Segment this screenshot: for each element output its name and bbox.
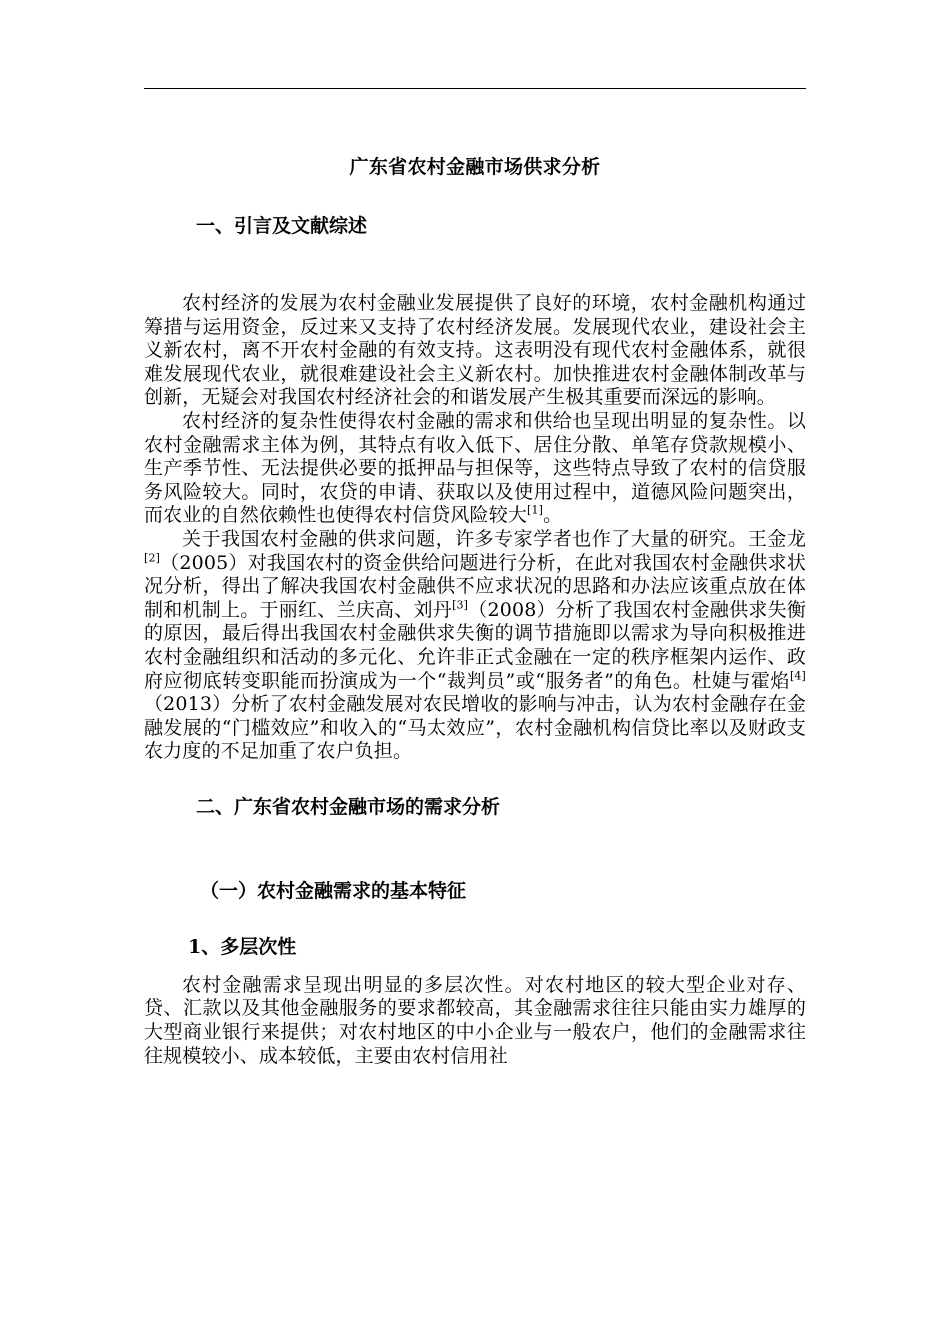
paragraph-end: 。 bbox=[543, 504, 563, 527]
item-1-paragraph: 农村金融需求呈现出明显的多层次性。对农村地区的较大型企业对存、贷、汇款以及其他金融服务的要求都较高，其金融需求往往只能由实力雄厚的大型商业银行来提供；对农村地区的中小企业与一般农户，他们的金融需求往往规模较小、成本较低，主要由农村信用社 bbox=[144, 973, 806, 1067]
paragraph-text-part-4: （2013）分析了农村金融发展对农民增收的影响与冲击，认为农村金融存在金融发展的“门槛效应”和收入的“马太效应”，农村金融机构信贷比率以及财政支农力度的不足加重了农户负担。 bbox=[144, 693, 806, 763]
citation-1: [1] bbox=[527, 504, 544, 518]
section-1-paragraph-2 bbox=[144, 410, 806, 528]
section-1-paragraph-3 bbox=[144, 528, 806, 764]
paragraph-text-part-2: （2005）对我国农村的资金供给问题进行分析，在此对我国农村金融供求状况分析，得出了解决我国农村金融供不应求状况的思路和办法应该重点放在体制和机制上。于丽红、兰庆高、刘丹 bbox=[144, 551, 806, 621]
citation-4: [4] bbox=[789, 669, 806, 683]
citation-3: [3] bbox=[452, 598, 469, 612]
citation-2: [2] bbox=[144, 551, 161, 565]
section-2-heading: 二、广东省农村金融市场的需求分析 bbox=[196, 795, 501, 818]
document-title: 广东省农村金融市场供求分析 bbox=[349, 156, 601, 178]
paragraph-text-part-3: （2008）分析了我国农村金融供求失衡的原因，最后得出我国农村金融供求失衡的调节措施即以需求为导向积极推进农村金融组织和活动的多元化、允许非正式金融在一定的秩序框架内运作、政府应彻底转变职能而扮演成为一个“裁判员”或“服务者”的角色。杜婕与霍焰 bbox=[144, 598, 806, 692]
subsection-1-heading: （一）农村金融需求的基本特征 bbox=[200, 879, 467, 902]
header-rule bbox=[144, 88, 806, 89]
section-1-paragraph-1: 农村经济的发展为农村金融业发展提供了良好的环境，农村金融机构通过筹措与运用资金，反过来又支持了农村经济发展。发展现代农业，建设社会主义新农村，离不开农村金融的有效支持。这表明没有现代农村金融体系，就很难发展现代农业，就很难建设社会主义新农村。加快推进农村金融体制改革与创新，无疑会对我国农村经济社会的和谐发展产生极其重要而深远的影响。 bbox=[144, 292, 806, 409]
item-1-heading: 1、多层次性 bbox=[188, 935, 297, 958]
section-1-heading: 一、引言及文献综述 bbox=[196, 215, 368, 237]
document-body bbox=[144, 150, 806, 1068]
paragraph-text: 农村经济的复杂性使得农村金融的需求和供给也呈现出明显的复杂性。以农村金融需求主体为例，其特点有收入低下、居住分散、单笔存贷款规模小、生产季节性、无法提供必要的抵押品与担保等，这些特点导致了农村的信贷服务风险较大。同时，农贷的申请、获取以及使用过程中，道德风险问题突出，而农业的自然依赖性也使得农村信贷风险较大 bbox=[144, 409, 806, 527]
paragraph-text-part-1: 关于我国农村金融的供求问题，许多专家学者也作了大量的研究。王金龙 bbox=[182, 527, 806, 550]
